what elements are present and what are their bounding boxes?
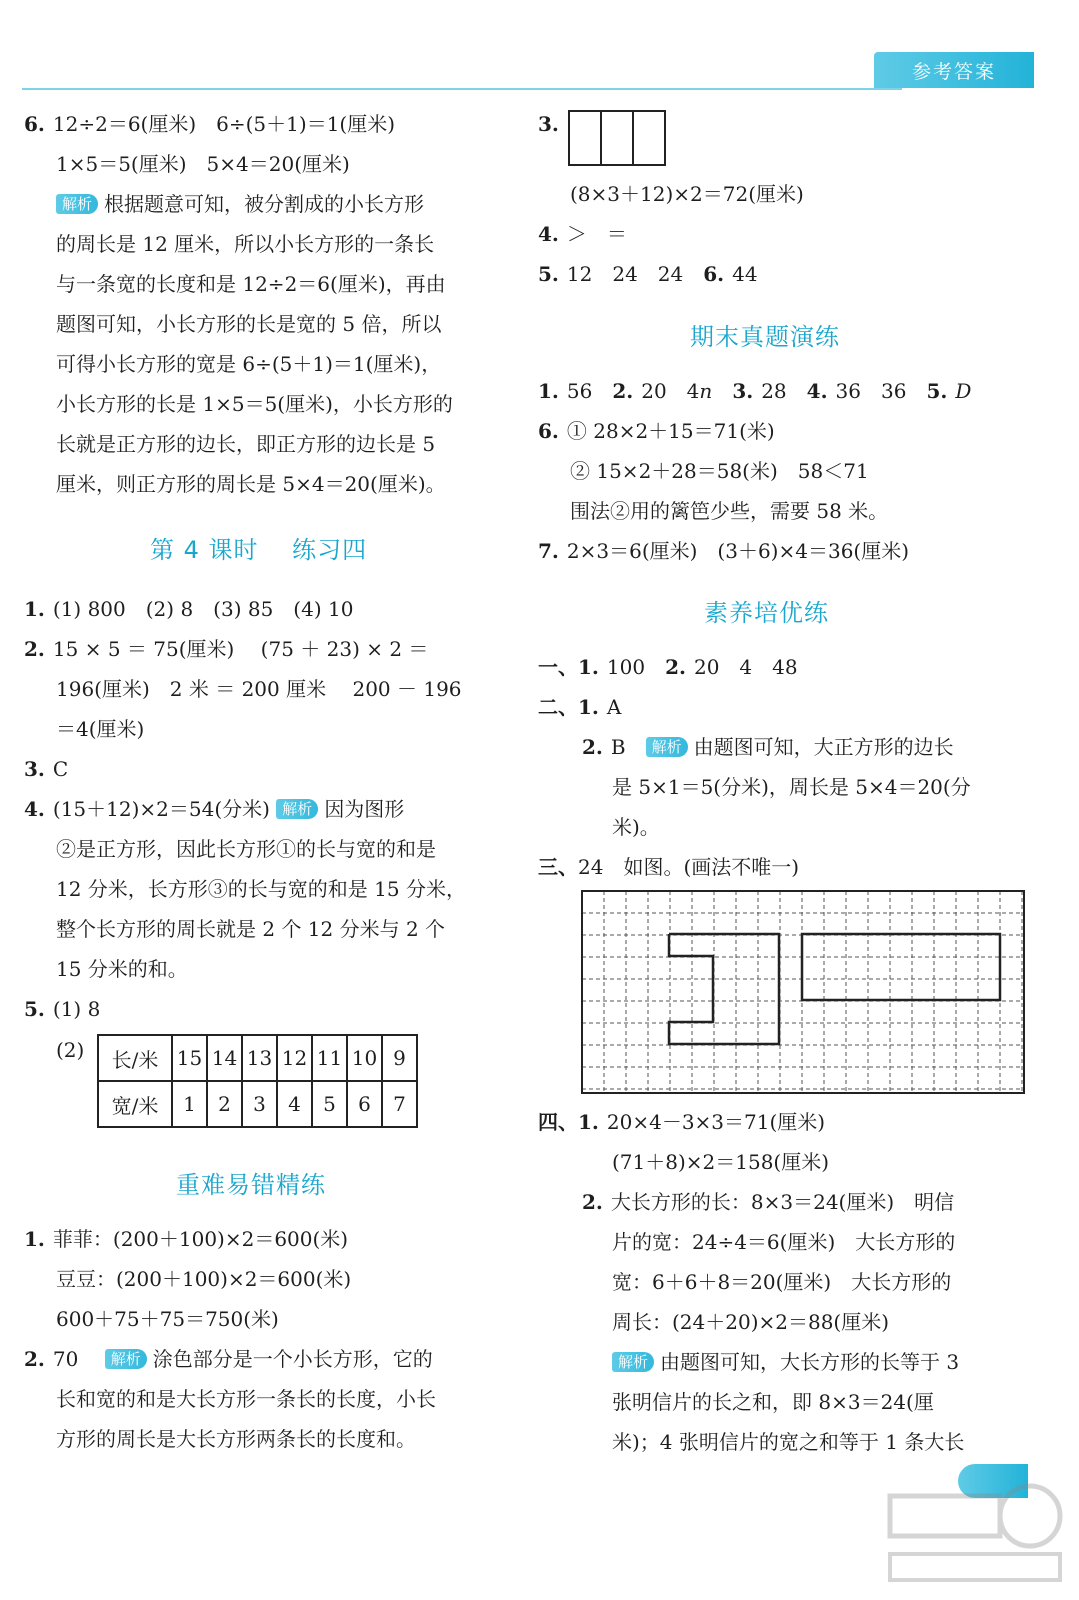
table-cell: 14 <box>207 1035 242 1081</box>
section-title-hard: 重难易错精练 <box>176 1171 326 1199</box>
r4: 4. ＞ ＝ <box>538 222 627 246</box>
table-cell: 12 <box>277 1035 312 1081</box>
table-cell: 9 <box>382 1035 417 1081</box>
q6-analysis-line: 与一条宽的长度和是 12÷2＝6(厘米)，再由 <box>56 272 446 296</box>
p4-line: 15 分米的和。 <box>56 957 188 981</box>
s4-1-line1: 四、1. 20×4－3×3＝71(厘米) <box>538 1110 826 1134</box>
s2-1: 二、1. A <box>538 695 622 719</box>
h2-line1: 2. 70 解析 涂色部分是一个小长方形，它的 <box>24 1347 433 1371</box>
s4-2-line1: 2. 大长方形的长：8×3＝24(厘米) 明信 <box>582 1190 955 1214</box>
q6-analysis-line: 厘米，则正方形的周长是 5×4＝20(厘米)。 <box>56 472 446 496</box>
f1: 1. 56 2. 20 4n 3. 28 4. 36 36 5. D <box>538 379 972 403</box>
p4-line: ②是正方形，因此长方形①的长与宽的和是 <box>56 837 436 861</box>
grid-figure <box>581 890 1025 1094</box>
q6-line1: 6. 12÷2＝6(厘米) 6÷(5＋1)＝1(厘米) <box>24 112 396 136</box>
s4-1-line2: (71＋8)×2＝158(厘米) <box>612 1150 830 1174</box>
analysis-tag: 解析 <box>276 799 318 819</box>
p4-line: 整个长方形的周长就是 2 个 12 分米与 2 个 <box>56 917 446 941</box>
table-cell: 3 <box>242 1081 277 1127</box>
s4-analysis-line: 张明信片的长之和，即 8×3＝24(厘 <box>612 1390 934 1414</box>
table-cell: 5 <box>312 1081 347 1127</box>
s2-2-line1: 2. B 解析 由题图可知，大正方形的边长 <box>582 735 954 759</box>
s4-2-line4: 周长：(24＋20)×2＝88(厘米) <box>612 1310 890 1334</box>
q6-line2: 1×5＝5(厘米) 5×4＝20(厘米) <box>56 152 350 176</box>
p2-line3: ＝4(厘米) <box>56 717 145 741</box>
p5-part2-label: (2) <box>56 1038 85 1062</box>
q6-analysis-line: 的周长是 12 厘米，所以小长方形的一条长 <box>56 232 435 256</box>
table-header-cell: 长/米 <box>98 1035 172 1081</box>
h1-line3: 600＋75＋75＝750(米) <box>56 1307 279 1331</box>
analysis-tag: 解析 <box>56 194 98 214</box>
analysis-tag: 解析 <box>612 1352 654 1372</box>
p2-line2: 196(厘米) 2 米 ＝ 200 厘米 200 － 196 <box>56 677 462 701</box>
header-rule <box>22 88 902 90</box>
header-tab: 参考答案 <box>874 52 1034 88</box>
table-cell: 13 <box>242 1035 277 1081</box>
f7: 7. 2×3＝6(厘米) (3＋6)×4＝36(厘米) <box>538 539 910 563</box>
q6-analysis-line: 长就是正方形的边长，即正方形的边长是 5 <box>56 432 436 456</box>
h2-line2: 长和宽的和是大长方形一条长的长度，小长 <box>56 1387 436 1411</box>
section-title-final: 期末真题演练 <box>690 323 840 351</box>
s2-2-line2: 是 5×1＝5(分米)，周长是 5×4＝20(分 <box>612 775 971 799</box>
analysis-tag: 解析 <box>646 737 688 757</box>
f6-line3: 围法②用的篱笆少些，需要 58 米。 <box>570 499 889 523</box>
s4-analysis-line: 解析 由题图可知，大长方形的长等于 3 <box>612 1348 959 1376</box>
p2-line1: 2. 15 × 5 ＝ 75(厘米) (75 ＋ 23) × 2 ＝ <box>24 637 429 661</box>
length-width-table <box>97 1034 418 1128</box>
shape-rectangle-outline <box>802 934 1000 1000</box>
s3: 三、24 如图。(画法不唯一) <box>538 855 800 879</box>
s4-analysis-line: 米)；4 张明信片的宽之和等于 1 条大长 <box>612 1430 965 1454</box>
table-cell: 7 <box>382 1081 417 1127</box>
p4-line: 12 分米，长方形③的长与宽的和是 15 分米， <box>56 877 466 901</box>
table-cell: 2 <box>207 1081 242 1127</box>
shape-c-outline <box>669 934 779 1044</box>
table-header-cell: 宽/米 <box>98 1081 172 1127</box>
q6-analysis-line: 小长方形的长是 1×5＝5(厘米)，小长方形的 <box>56 392 453 416</box>
r3-formula: (8×3＋12)×2＝72(厘米) <box>570 182 804 206</box>
s4-2-line3: 宽：6＋6＋8＝20(厘米) 大长方形的 <box>612 1270 952 1294</box>
section-title-lesson4: 第 4 课时 练习四 <box>150 536 368 564</box>
table-cell: 6 <box>347 1081 382 1127</box>
h1-line1: 1. 菲菲：(200＋100)×2＝600(米) <box>24 1227 349 1251</box>
three-square-diagram <box>568 110 668 168</box>
f6-line1: 6. ① 28×2＋15＝71(米) <box>538 419 775 443</box>
watermark-logo <box>870 1476 1070 1596</box>
h1-line2: 豆豆：(200＋100)×2＝600(米) <box>56 1267 352 1291</box>
table-row <box>98 1081 417 1127</box>
q6-analysis-line: 可得小长方形的宽是 6÷(5＋1)＝1(厘米)， <box>56 352 442 376</box>
table-cell: 15 <box>172 1035 207 1081</box>
r3-num: 3. <box>538 112 559 136</box>
f6-line2: ② 15×2＋28＝58(米) 58＜71 <box>570 459 869 483</box>
s1: 一、1. 100 2. 20 4 48 <box>538 655 798 679</box>
table-cell: 11 <box>312 1035 347 1081</box>
q6-analysis-line: 解析 根据题意可知，被分割成的小长方形 <box>56 190 424 218</box>
table-cell: 10 <box>347 1035 382 1081</box>
p5-part1: 5. (1) 8 <box>24 997 101 1021</box>
p4-line1: 4. (15＋12)×2＝54(分米) 解析 因为图形 <box>24 797 405 821</box>
table-row <box>98 1035 417 1081</box>
p1: 1. (1) 800 (2) 8 (3) 85 (4) 10 <box>24 597 354 621</box>
table-cell: 4 <box>277 1081 312 1127</box>
s4-2-line2: 片的宽：24÷4＝6(厘米) 大长方形的 <box>612 1230 956 1254</box>
analysis-tag: 解析 <box>105 1349 147 1369</box>
q6-analysis-line: 题图可知，小长方形的长是宽的 5 倍，所以 <box>56 312 442 336</box>
table-cell: 1 <box>172 1081 207 1127</box>
r5: 5. 12 24 24 6. 44 <box>538 262 758 286</box>
p3: 3. C <box>24 757 69 781</box>
h2-line3: 方形的周长是大长方形两条长的长度和。 <box>56 1427 416 1451</box>
section-title-quality: 素养培优练 <box>704 599 829 627</box>
s2-2-line3: 米)。 <box>612 815 660 839</box>
